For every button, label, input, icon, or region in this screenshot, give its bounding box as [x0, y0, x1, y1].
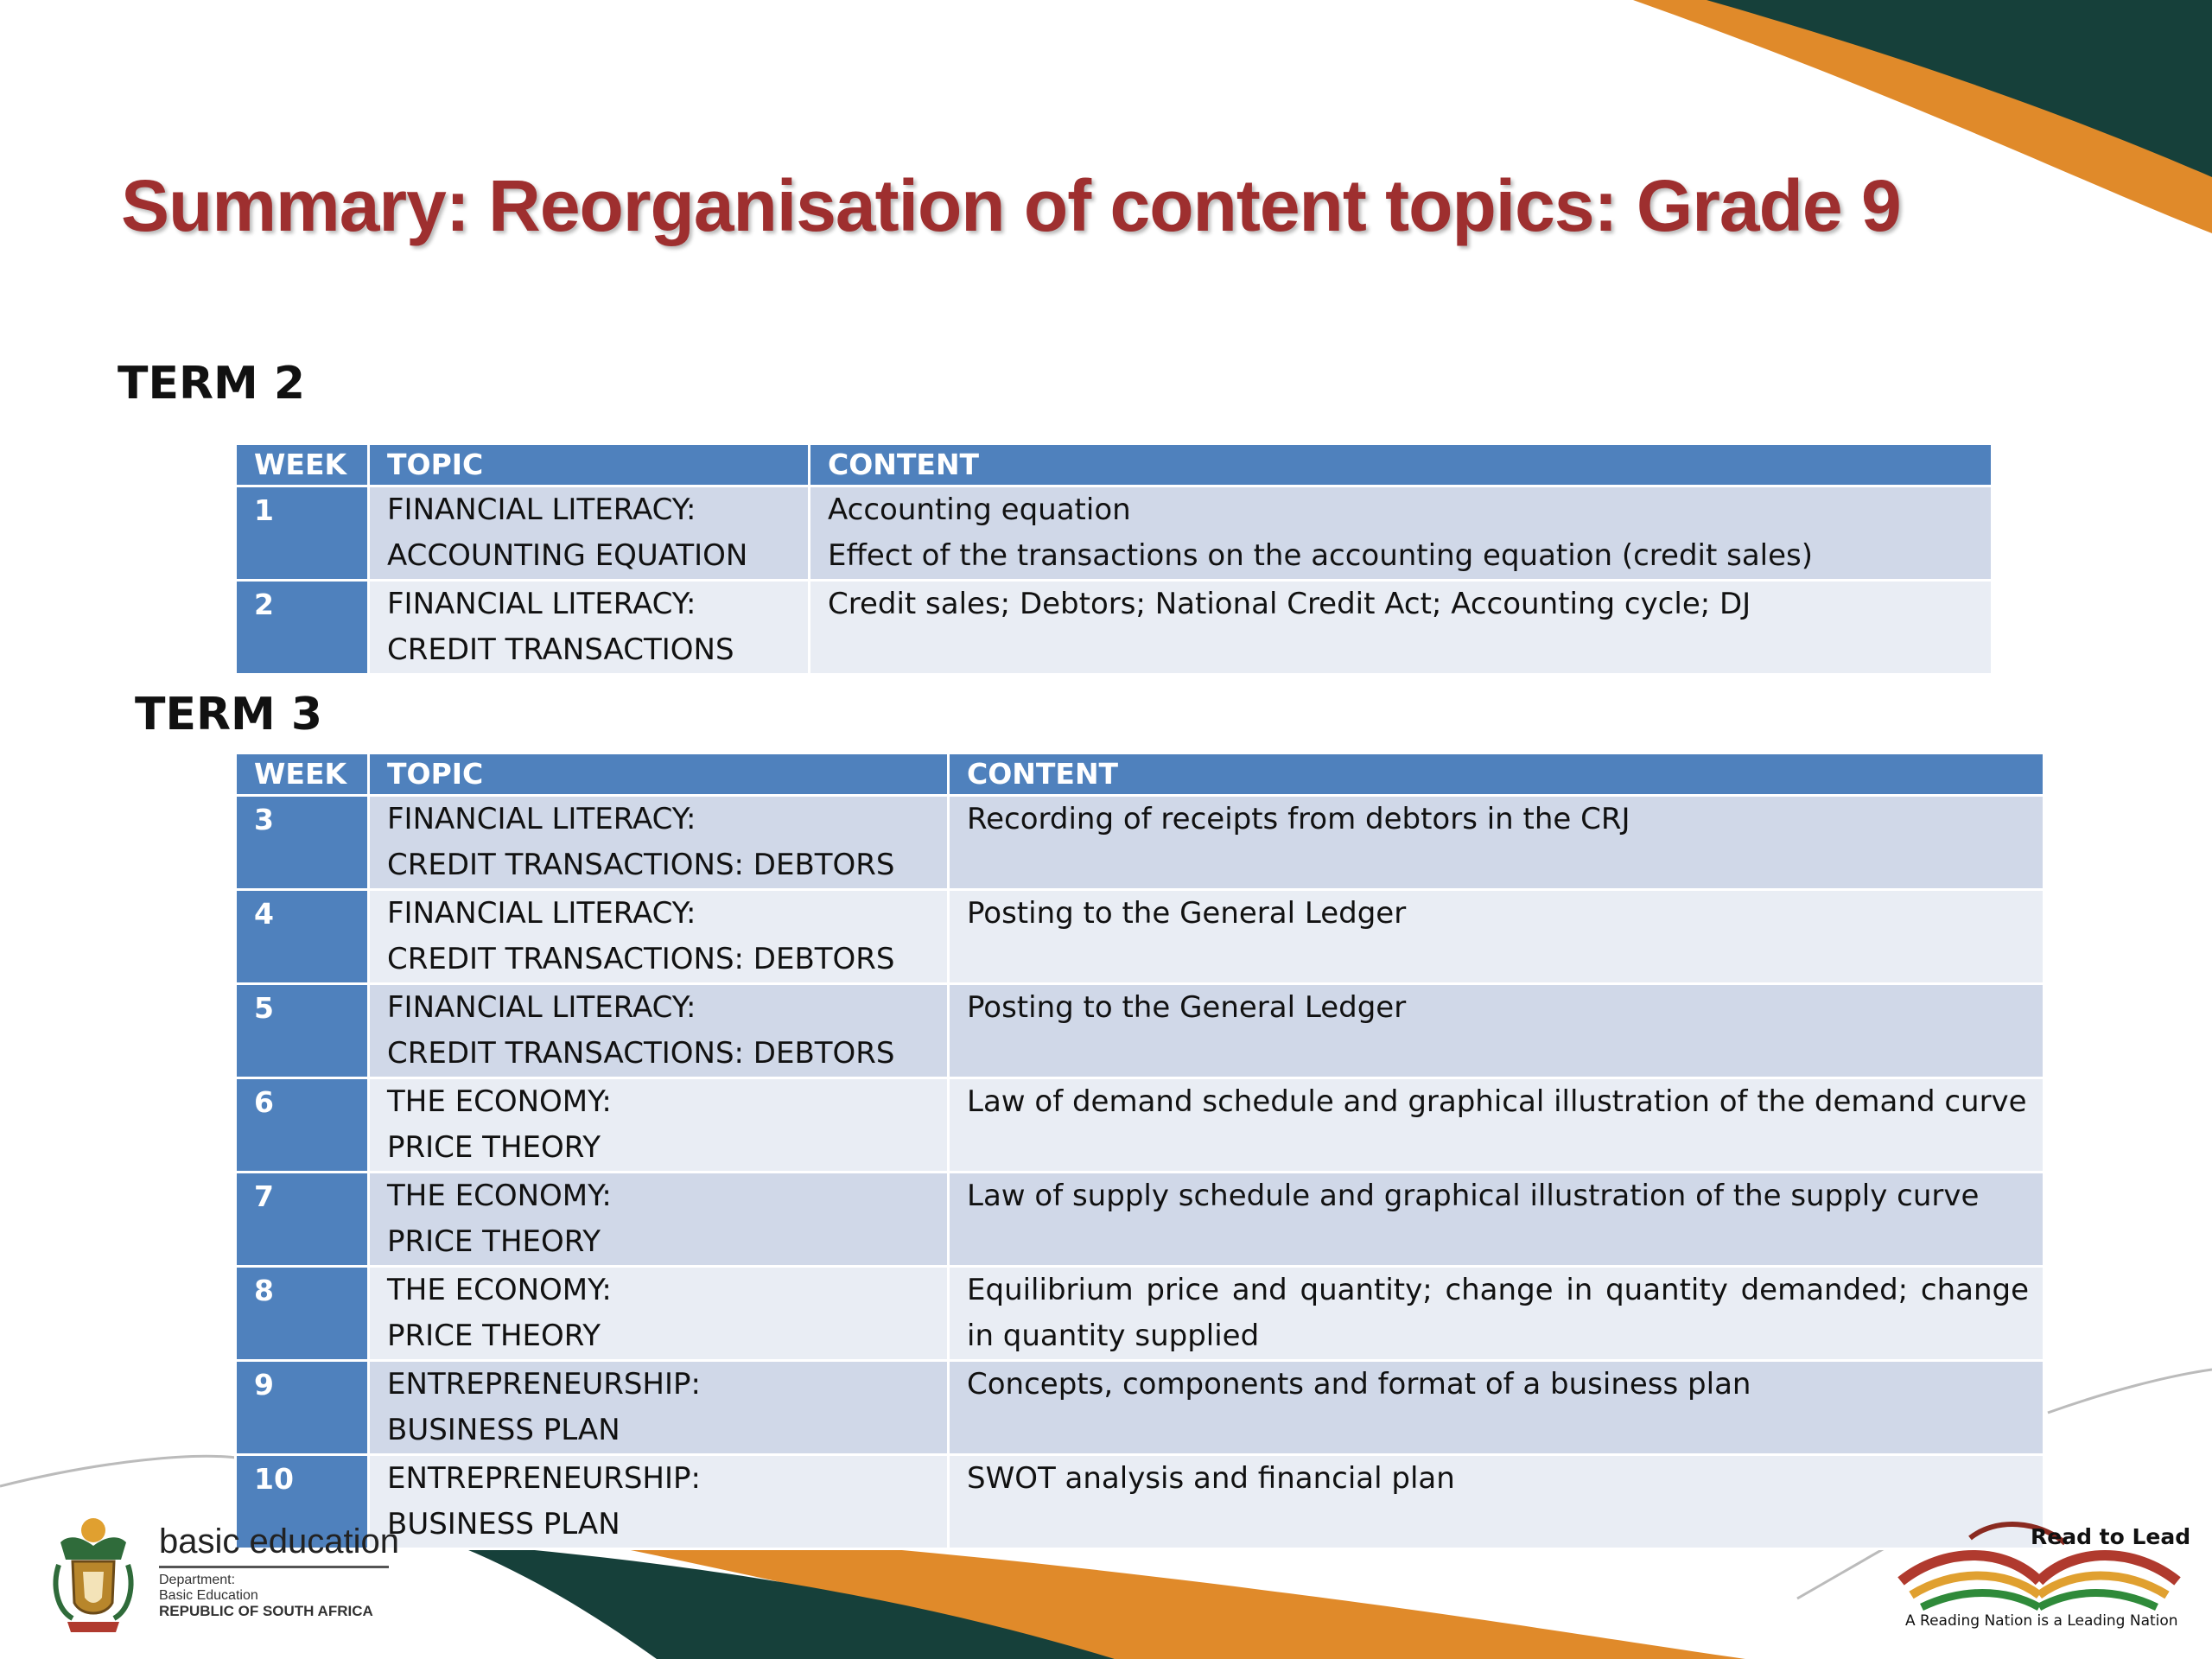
- header-content: CONTENT: [949, 754, 2044, 796]
- brand-divider: [159, 1566, 389, 1568]
- read-to-lead-title: Read to Lead: [2031, 1524, 2191, 1549]
- topic-line: FINANCIAL LITERACY:: [387, 587, 696, 621]
- content-cell: Posting to the General Ledger: [949, 984, 2044, 1078]
- topic-line: THE ECONOMY:: [387, 1273, 612, 1307]
- table-row: [236, 1078, 2044, 1173]
- week-cell: 6: [236, 1078, 369, 1173]
- table-row: [236, 890, 2044, 984]
- week-cell: 7: [236, 1173, 369, 1267]
- content-cell: Law of supply schedule and graphical illustration of the supply curve: [949, 1173, 2044, 1267]
- term2-table: [234, 445, 1993, 676]
- topic-cell: [369, 486, 810, 581]
- topic-line: FINANCIAL LITERACY:: [387, 896, 696, 931]
- term2-heading: TERM 2: [118, 358, 306, 410]
- topic-line: ENTREPRENEURSHIP:: [387, 1461, 701, 1496]
- week-cell: 10: [236, 1455, 369, 1549]
- week-cell: 3: [236, 796, 369, 890]
- table-row: [236, 984, 2044, 1078]
- topic-line: FINANCIAL LITERACY:: [387, 990, 696, 1025]
- content-cell: [810, 486, 1993, 581]
- topic-line: ACCOUNTING EQUATION: [387, 538, 748, 573]
- topic-line: CREDIT TRANSACTIONS: DEBTORS: [387, 942, 895, 976]
- header-week: WEEK: [236, 445, 369, 486]
- dept-line: REPUBLIC OF SOUTH AFRICA: [159, 1603, 373, 1619]
- topic-line: FINANCIAL LITERACY:: [387, 802, 696, 836]
- content-cell: Law of demand schedule and graphical illustration of the demand curve: [949, 1078, 2044, 1173]
- week-cell: 2: [236, 581, 369, 675]
- topic-line: CREDIT TRANSACTIONS: DEBTORS: [387, 1036, 895, 1071]
- table-row: [236, 1267, 2044, 1361]
- topic-line: ENTREPRENEURSHIP:: [387, 1367, 701, 1402]
- table-row: [236, 1455, 2044, 1549]
- topic-line: PRICE THEORY: [387, 1319, 601, 1353]
- content-line: Effect of the transactions on the accounting equation (credit sales): [828, 538, 1814, 573]
- content-cell: [810, 581, 1993, 675]
- week-cell: 1: [236, 486, 369, 581]
- topic-line: CREDIT TRANSACTIONS: DEBTORS: [387, 848, 895, 882]
- table-row: [236, 1173, 2044, 1267]
- week-cell: 9: [236, 1361, 369, 1455]
- read-to-lead-tagline: A Reading Nation is a Leading Nation: [1905, 1612, 2178, 1630]
- week-cell: 4: [236, 890, 369, 984]
- term3-table: [234, 754, 2045, 1550]
- table-row: [236, 581, 1993, 675]
- topic-cell: [369, 796, 949, 890]
- header-topic: TOPIC: [369, 445, 810, 486]
- table-header-row: [236, 445, 1993, 486]
- table-header-row: [236, 754, 2044, 796]
- topic-line: FINANCIAL LITERACY:: [387, 493, 696, 527]
- content-cell: Posting to the General Ledger: [949, 890, 2044, 984]
- content-cell: Concepts, components and format of a business plan: [949, 1361, 2044, 1455]
- week-cell: 8: [236, 1267, 369, 1361]
- table-row: [236, 796, 2044, 890]
- content-cell: SWOT analysis and financial plan: [949, 1455, 2044, 1549]
- topic-cell: [369, 581, 810, 675]
- header-content: CONTENT: [810, 445, 1993, 486]
- topic-cell: [369, 1267, 949, 1361]
- content-cell: Recording of receipts from debtors in the CRJ: [949, 796, 2044, 890]
- topic-line: CREDIT TRANSACTIONS: [387, 632, 734, 667]
- topic-line: BUSINESS PLAN: [387, 1413, 620, 1447]
- topic-cell: [369, 1173, 949, 1267]
- content-line: Accounting equation: [828, 493, 1131, 527]
- department-text: [159, 1573, 373, 1619]
- dept-line: Basic Education: [159, 1588, 258, 1603]
- header-week: WEEK: [236, 754, 369, 796]
- topic-line: PRICE THEORY: [387, 1224, 601, 1259]
- dept-line: Department:: [159, 1573, 236, 1587]
- coat-of-arms-icon: [43, 1508, 156, 1637]
- brand-name: basic education: [159, 1522, 399, 1560]
- topic-cell: [369, 890, 949, 984]
- content-cell: Equilibrium price and quantity; change in quantity demanded; change in quantity supplied: [949, 1267, 2044, 1361]
- topic-line: THE ECONOMY:: [387, 1084, 612, 1119]
- term3-heading: TERM 3: [135, 689, 323, 741]
- slide-title: Summary: Reorganisation of content topics: Grade 9: [121, 165, 1901, 246]
- topic-cell: [369, 984, 949, 1078]
- week-cell: 5: [236, 984, 369, 1078]
- table-row: [236, 486, 1993, 581]
- topic-line: PRICE THEORY: [387, 1130, 601, 1165]
- topic-line: BUSINESS PLAN: [387, 1507, 620, 1541]
- topic-cell: [369, 1361, 949, 1455]
- table-row: [236, 1361, 2044, 1455]
- topic-cell: [369, 1455, 949, 1549]
- header-topic: TOPIC: [369, 754, 949, 796]
- topic-line: THE ECONOMY:: [387, 1179, 612, 1213]
- topic-cell: [369, 1078, 949, 1173]
- content-line: Credit sales; Debtors; National Credit Act; Accounting cycle; DJ: [828, 587, 1751, 621]
